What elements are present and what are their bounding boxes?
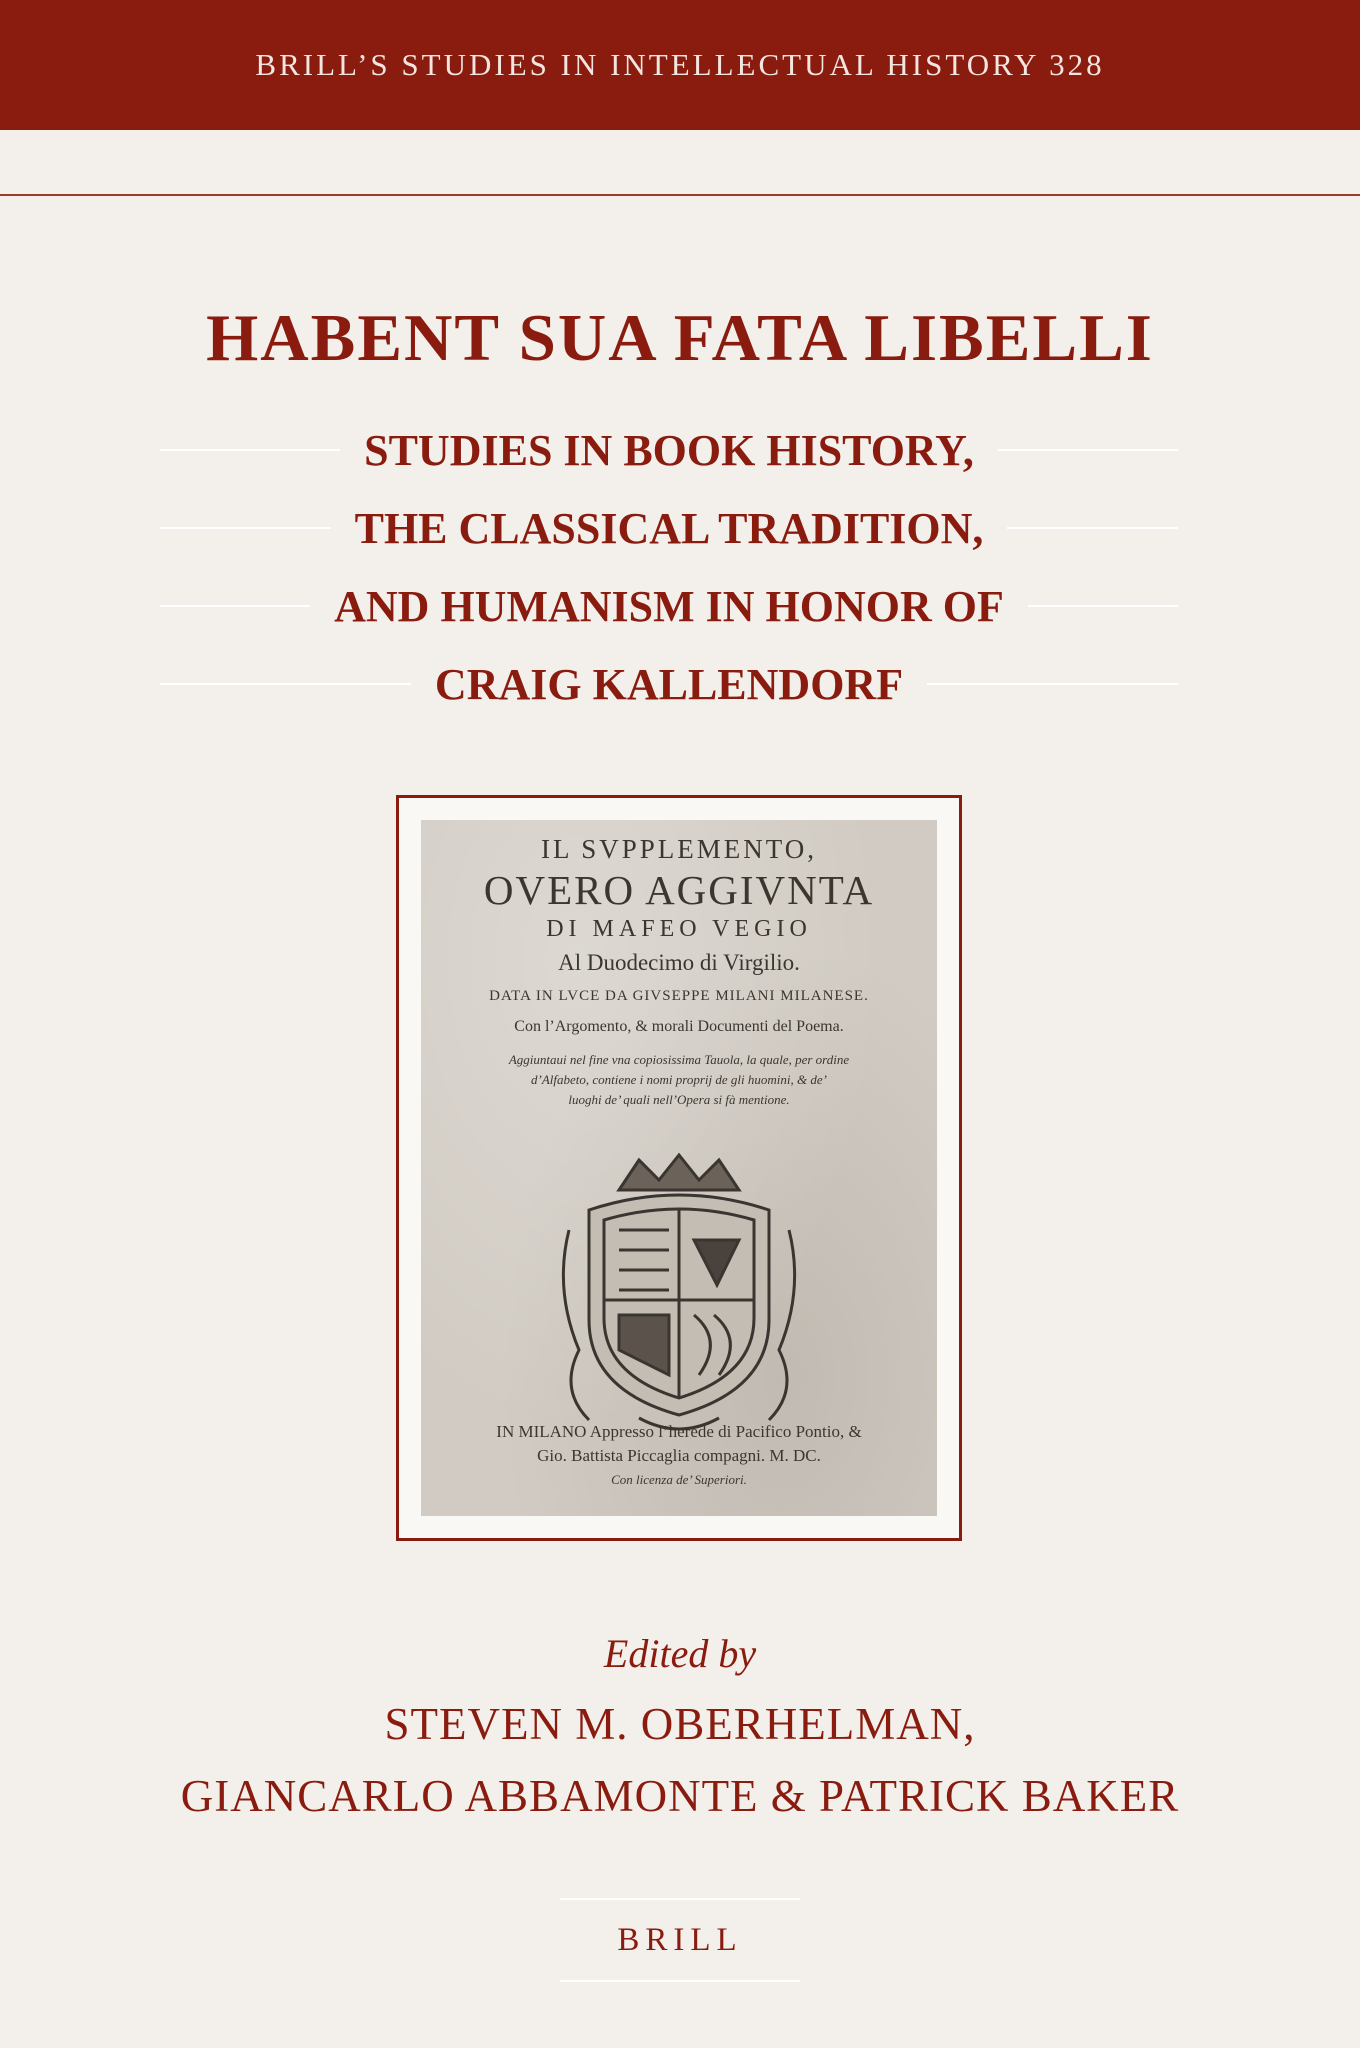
scan-line: Con l’Argomento, & morali Documenti del Poema.	[514, 1018, 844, 1035]
scan-line: d’Alfabeto, contiene i nomi proprij de gli huomini, & de’	[531, 1072, 827, 1087]
edited-by-label: Edited by	[603, 1631, 757, 1676]
subtitle-text: THE CLASSICAL TRADITION,	[354, 503, 984, 553]
title-page-scan	[421, 820, 937, 1516]
scan-line: Al Duodecimo di Virgilio.	[558, 950, 800, 975]
editor-line: STEVEN M. OBERHELMAN,	[384, 1699, 976, 1749]
subtitle-text: STUDIES IN BOOK HISTORY,	[364, 425, 974, 475]
series-title: BRILL’S STUDIES IN INTELLECTUAL HISTORY 328	[255, 47, 1105, 82]
scan-line: luoghi de’ quali nell’Opera si fà mentione.	[568, 1092, 790, 1107]
book-title: HABENT SUA FATA LIBELLI	[206, 301, 1154, 375]
divider	[0, 194, 1360, 196]
series-band	[0, 0, 1360, 130]
subtitle-line	[160, 498, 1178, 558]
subtitle-text: CRAIG KALLENDORF	[434, 659, 904, 709]
cover-image-frame	[396, 795, 962, 1541]
scan-line: Con licenza de’ Superiori.	[611, 1472, 747, 1487]
scan-line: Aggiuntaui nel fine vna copiosissima Tauola, la quale, per ordine	[508, 1052, 850, 1067]
subtitle-text: AND HUMANISM IN HONOR OF	[334, 581, 1004, 631]
scan-line: OVERO AGGIVNTA	[483, 867, 875, 913]
publisher-logo: BRILL	[560, 1898, 800, 1982]
subtitle-line	[160, 576, 1178, 636]
subtitle-line	[160, 420, 1178, 480]
scan-line: DATA IN LVCE DA GIVSEPPE MILANI MILANESE.	[489, 988, 869, 1004]
scan-line: IL SVPPLEMENTO,	[540, 834, 818, 864]
scan-line: IN MILANO Appresso l’herede di Pacifico Pontio, &	[496, 1422, 862, 1441]
scan-line: DI MAFEO VEGIO	[546, 916, 812, 942]
scan-line: Gio. Battista Piccaglia compagni. M. DC.	[537, 1446, 821, 1465]
editor-line: GIANCARLO ABBAMONTE & PATRICK BAKER	[180, 1771, 1180, 1821]
coat-of-arms-icon	[549, 1150, 809, 1440]
subtitle-line	[160, 654, 1178, 714]
